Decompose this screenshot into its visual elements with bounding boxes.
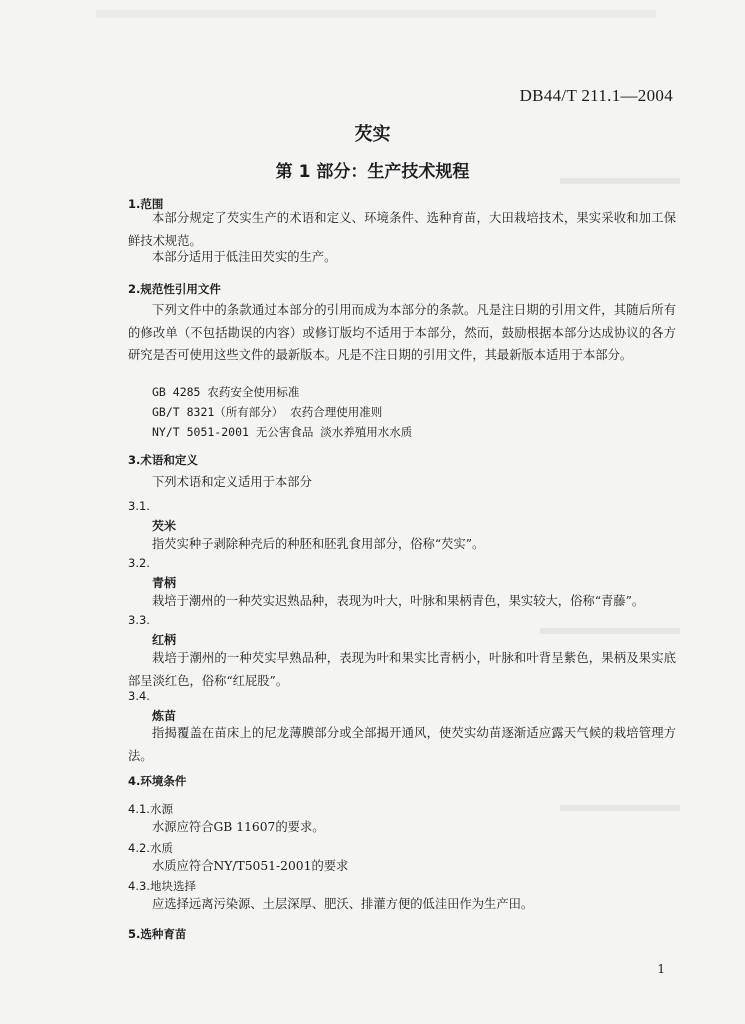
term-number: 3.1. [128,499,150,513]
water-quality-text: 水质应符合NY/T5051-2001的要求 [152,859,349,873]
term-name: 芡米 [152,519,177,533]
references-paragraph: 下列文件中的条款通过本部分的引用而成为本部分的条款。凡是注日期的引用文件，其随后所有的修改单（不包括勘误的内容）或修订版均不适用于本部分，然而，鼓励根据本部分达成协议的各方研究是否可使用这些文件的最新版本。凡是不注日期的引用文件，其最新版本适用于本部分。 [128,303,676,362]
term-number: 3.2. [128,556,150,570]
term-number: 3.4. [128,689,150,703]
subsection-heading-site-selection: 4.3.地块选择 [128,879,196,893]
section-heading-terms: 3.术语和定义 [128,453,198,467]
terms-intro: 下列术语和定义适用于本部分 [152,475,312,489]
term-name: 青柄 [152,576,177,590]
scope-paragraph: 本部分规定了芡实生产的术语和定义、环境条件、选种育苗，大田栽培技术，果实采收和加工保鲜技术规范。 [128,211,676,248]
subsection-heading-water-source: 4.1.水源 [128,802,173,816]
term-definition: 指芡实种子剥除种壳后的种胚和胚乳食用部分，俗称“芡实”。 [152,537,485,551]
reference-item: GB 4285 农药安全使用标准 [152,385,300,399]
site-selection-text: 应选择远离污染源、土层深厚、肥沃、排灌方便的低洼田作为生产田。 [152,897,534,911]
section-heading-seedling: 5.选种育苗 [128,927,187,941]
subsection-heading-water-quality: 4.2.水质 [128,841,173,855]
document-title: 芡实 [354,124,391,145]
section-heading-scope: 1.范围 [128,197,164,211]
page-number: 1 [657,962,665,976]
document-subtitle: 第 1 部分：生产技术规程 [275,162,470,182]
term-definition: 栽培于潮州的一种芡实早熟品种，表现为叶和果实比青柄小，叶脉和叶背呈紫色，果柄及果实底部呈淡红色，俗称“红屁股”。 [128,651,676,688]
scope-applicability: 本部分适用于低洼田芡实的生产。 [152,250,337,264]
reference-item: NY/T 5051-2001 无公害食品 淡水养殖用水水质 [152,425,413,439]
section-heading-references: 2.规范性引用文件 [128,282,221,296]
term-definition: 栽培于潮州的一种芡实迟熟品种，表现为叶大，叶脉和果柄青色，果实较大，俗称“青藤”。 [152,594,645,608]
term-name: 红柄 [152,633,177,647]
reference-item: GB/T 8321（所有部分） 农药合理使用准则 [152,405,383,419]
standard-number: DB44/T 211.1—2004 [519,86,673,105]
term-definition: 指揭覆盖在苗床上的尼龙薄膜部分或全部揭开通风，使芡实幼苗逐渐适应露天气候的栽培管理方法。 [128,726,676,763]
section-heading-environment: 4.环境条件 [128,774,187,788]
term-name: 炼苗 [152,709,177,723]
water-source-text: 水源应符合GB 11607的要求。 [152,820,325,834]
term-number: 3.3. [128,613,150,627]
